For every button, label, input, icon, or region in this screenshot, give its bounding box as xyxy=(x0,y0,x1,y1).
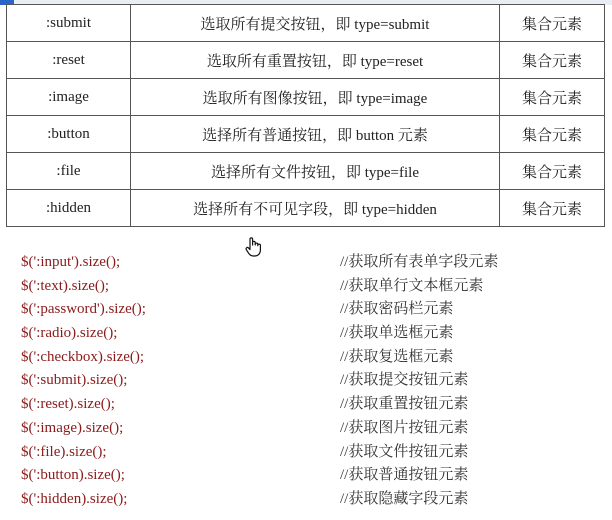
code-comment: //获取所有表单字段元素 xyxy=(340,254,499,270)
category-cell: 集合元素 xyxy=(500,190,605,227)
description-cell: 选择所有不可见字段，即 type=hidden xyxy=(131,190,500,227)
selector-cell: :image xyxy=(7,79,131,116)
code-text: $(':hidden).size(); xyxy=(21,490,128,507)
code-text: $(':checkbox).size(); xyxy=(21,348,145,365)
code-text: $(':submit).size(); xyxy=(21,372,128,389)
code-comment: //获取图片按钮元素 xyxy=(340,419,469,436)
selector-cell: :reset xyxy=(7,42,131,79)
code-text: $(':reset).size(); xyxy=(21,396,115,413)
selector-cell: :file xyxy=(7,153,131,190)
table-row xyxy=(7,42,605,79)
code-line xyxy=(21,464,581,488)
form-selector-table xyxy=(6,4,605,227)
category-cell: 集合元素 xyxy=(500,153,605,190)
code-text: $(':password').size(); xyxy=(21,301,146,318)
code-line xyxy=(21,322,581,346)
category-cell: 集合元素 xyxy=(500,42,605,79)
code-text: $(':file).size(); xyxy=(21,443,107,460)
category-cell: 集合元素 xyxy=(500,79,605,116)
description-cell: 选择所有普通按钮，即 button 元素 xyxy=(131,116,500,153)
code-comment: //获取普通按钮元素 xyxy=(340,467,469,484)
code-text: $(':text).size(); xyxy=(21,277,110,294)
code-text: $(':radio).size(); xyxy=(21,325,118,342)
table-row xyxy=(7,116,605,153)
table-row xyxy=(7,79,605,116)
description-cell: 选择所有文件按钮，即 type=file xyxy=(131,153,500,190)
code-line xyxy=(21,488,581,512)
code-line xyxy=(21,369,581,393)
code-line xyxy=(21,298,581,322)
code-line xyxy=(21,393,581,417)
selector-cell: :button xyxy=(7,116,131,153)
category-cell: 集合元素 xyxy=(500,5,605,42)
table-row xyxy=(7,5,605,42)
code-comment: //获取单行文本框元素 xyxy=(340,277,484,294)
code-comment: //获取提交按钮元素 xyxy=(340,372,469,389)
description-cell: 选取所有重置按钮，即 type=reset xyxy=(131,42,500,79)
table-row xyxy=(7,153,605,190)
category-cell: 集合元素 xyxy=(500,116,605,153)
table-row xyxy=(7,190,605,227)
code-comment: //获取单选框元素 xyxy=(340,325,454,342)
code-line xyxy=(21,275,581,299)
code-comment: //获取文件按钮元素 xyxy=(340,443,469,460)
code-line xyxy=(21,346,581,370)
code-text: $(':input').size(); xyxy=(21,254,121,270)
code-line xyxy=(21,251,581,275)
selector-cell: :submit xyxy=(7,5,131,42)
code-line xyxy=(21,441,581,465)
code-comment: //获取隐藏字段元素 xyxy=(340,490,469,507)
code-comment: //获取重置按钮元素 xyxy=(340,396,469,413)
selector-cell: :hidden xyxy=(7,190,131,227)
code-comment: //获取复选框元素 xyxy=(340,348,454,365)
description-cell: 选取所有图像按钮，即 type=image xyxy=(131,79,500,116)
code-comment: //获取密码栏元素 xyxy=(340,301,454,318)
code-text: $(':image).size(); xyxy=(21,419,124,436)
code-example-block xyxy=(21,251,581,512)
code-line xyxy=(21,417,581,441)
description-cell: 选取所有提交按钮，即 type=submit xyxy=(131,5,500,42)
code-text: $(':button).size(); xyxy=(21,467,125,484)
